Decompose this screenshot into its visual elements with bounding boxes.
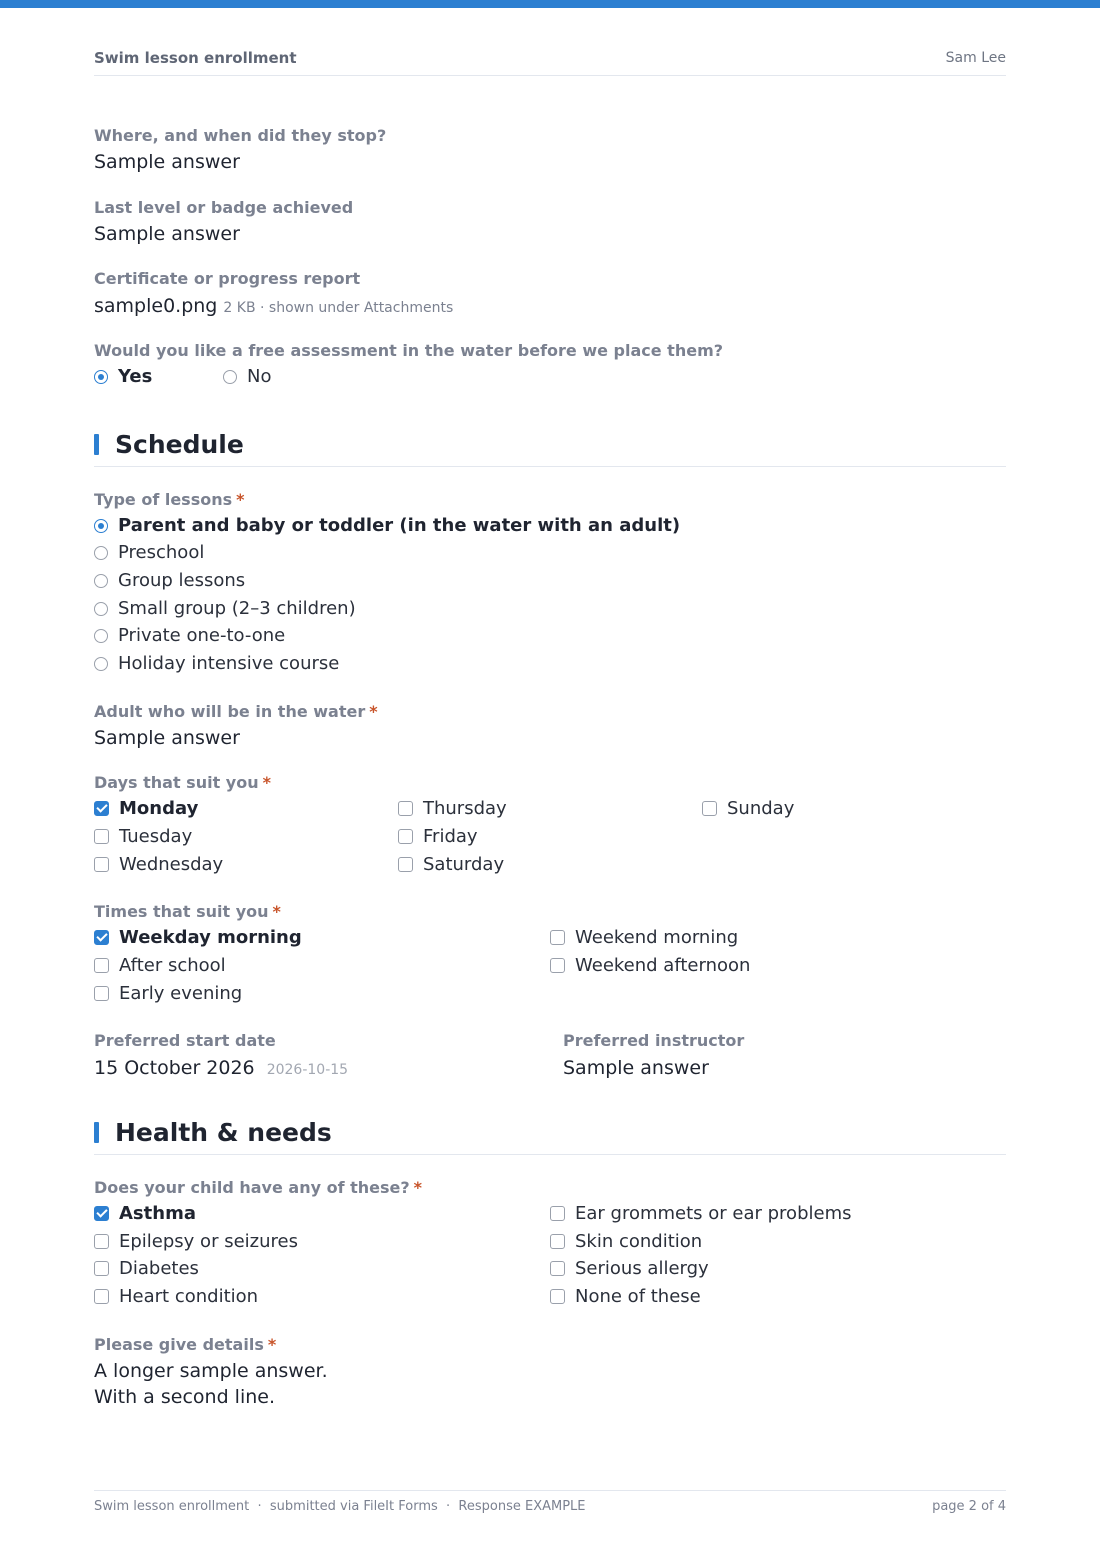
days-label: Days that suit you * xyxy=(94,773,271,792)
assessment-option-no[interactable]: No xyxy=(223,366,271,388)
certificate-file-name[interactable]: sample0.png xyxy=(94,295,218,317)
checkbox-unchecked-icon xyxy=(398,801,413,816)
checkbox-checked-icon xyxy=(94,930,109,945)
start-date-label: Preferred start date xyxy=(94,1031,276,1050)
radio-unselected-icon xyxy=(94,574,108,588)
day-saturday[interactable]: Saturday xyxy=(398,854,504,876)
checkbox-unchecked-icon xyxy=(94,958,109,973)
checkbox-unchecked-icon xyxy=(94,1289,109,1304)
time-after-school[interactable]: After school xyxy=(94,955,226,977)
lesson-option-parent-baby[interactable]: Parent and baby or toddler (in the water with an adult) xyxy=(94,515,680,537)
certificate-file xyxy=(94,295,453,317)
condition-epilepsy[interactable]: Epilepsy or seizures xyxy=(94,1231,298,1253)
page-footer xyxy=(94,1490,1006,1514)
details-label: Please give details * xyxy=(94,1335,277,1354)
checkbox-unchecked-icon xyxy=(550,1261,565,1276)
condition-none[interactable]: None of these xyxy=(550,1286,701,1308)
form-title: Swim lesson enrollment xyxy=(94,49,297,67)
checkbox-unchecked-icon xyxy=(550,1234,565,1249)
checkbox-unchecked-icon xyxy=(94,1261,109,1276)
condition-allergy[interactable]: Serious allergy xyxy=(550,1258,709,1280)
start-date-iso: 2026-10-15 xyxy=(266,1062,349,1078)
day-thursday[interactable]: Thursday xyxy=(398,798,507,820)
adult-label: Adult who will be in the water * xyxy=(94,702,378,721)
assessment-label: Would you like a free assessment in the water before we place them? xyxy=(94,341,724,360)
condition-diabetes[interactable]: Diabetes xyxy=(94,1258,199,1280)
details-line-1: A longer sample answer. xyxy=(94,1360,328,1382)
lesson-option-holiday[interactable]: Holiday intensive course xyxy=(94,653,339,675)
instructor-answer: Sample answer xyxy=(563,1057,709,1079)
checkbox-unchecked-icon xyxy=(398,829,413,844)
section-accent-bar xyxy=(94,1122,99,1143)
times-label: Times that suit you * xyxy=(94,902,281,921)
checkbox-unchecked-icon xyxy=(550,1206,565,1221)
lesson-option-group[interactable]: Group lessons xyxy=(94,570,245,592)
time-weekend-morning[interactable]: Weekend morning xyxy=(550,927,738,949)
lesson-option-small-group[interactable]: Small group (2–3 children) xyxy=(94,598,356,620)
checkbox-unchecked-icon xyxy=(94,986,109,1001)
time-early-evening[interactable]: Early evening xyxy=(94,983,242,1005)
condition-ear[interactable]: Ear grommets or ear problems xyxy=(550,1203,852,1225)
last-level-label: Last level or badge achieved xyxy=(94,198,354,217)
time-weekend-afternoon[interactable]: Weekend afternoon xyxy=(550,955,750,977)
checkbox-unchecked-icon xyxy=(398,857,413,872)
required-marker: * xyxy=(262,773,271,792)
radio-selected-icon xyxy=(94,519,108,533)
conditions-label: Does your child have any of these? * xyxy=(94,1178,423,1197)
top-accent-bar xyxy=(0,0,1100,8)
required-marker: * xyxy=(272,902,281,921)
section-title: Health & needs xyxy=(115,1118,332,1147)
stopped-answer: Sample answer xyxy=(94,151,240,173)
checkbox-unchecked-icon xyxy=(702,801,717,816)
certificate-file-meta: 2 KB · shown under Attachments xyxy=(223,300,454,316)
section-schedule xyxy=(94,430,1006,467)
section-health xyxy=(94,1118,1006,1155)
required-marker: * xyxy=(413,1178,423,1197)
details-line-2: With a second line. xyxy=(94,1386,275,1408)
day-sunday[interactable]: Sunday xyxy=(702,798,794,820)
radio-unselected-icon xyxy=(94,602,108,616)
start-date-value: 15 October 2026 2026-10-15 xyxy=(94,1057,349,1079)
adult-answer: Sample answer xyxy=(94,727,240,749)
section-accent-bar xyxy=(94,434,99,455)
footer-info: Swim lesson enrollment · submitted via FileIt Forms · Response EXAMPLE xyxy=(94,1499,586,1514)
condition-heart[interactable]: Heart condition xyxy=(94,1286,258,1308)
day-friday[interactable]: Friday xyxy=(398,826,478,848)
stopped-label: Where, and when did they stop? xyxy=(94,126,387,145)
checkbox-unchecked-icon xyxy=(94,857,109,872)
day-wednesday[interactable]: Wednesday xyxy=(94,854,223,876)
checkbox-unchecked-icon xyxy=(94,829,109,844)
last-level-answer: Sample answer xyxy=(94,223,240,245)
section-title: Schedule xyxy=(115,430,244,459)
radio-unselected-icon xyxy=(94,657,108,671)
certificate-label: Certificate or progress report xyxy=(94,269,361,288)
radio-unselected-icon xyxy=(223,370,237,384)
day-monday[interactable]: Monday xyxy=(94,798,198,820)
page-number: page 2 of 4 xyxy=(932,1499,1006,1514)
condition-asthma[interactable]: Asthma xyxy=(94,1203,196,1225)
lesson-option-preschool[interactable]: Preschool xyxy=(94,542,204,564)
checkbox-unchecked-icon xyxy=(550,1289,565,1304)
lesson-type-label: Type of lessons * xyxy=(94,490,245,509)
assessment-option-yes[interactable]: Yes xyxy=(94,366,152,388)
required-marker: * xyxy=(236,490,245,509)
checkbox-checked-icon xyxy=(94,801,109,816)
instructor-label: Preferred instructor xyxy=(563,1031,745,1050)
radio-unselected-icon xyxy=(94,629,108,643)
checkbox-checked-icon xyxy=(94,1206,109,1221)
required-marker: * xyxy=(267,1335,277,1354)
day-tuesday[interactable]: Tuesday xyxy=(94,826,192,848)
user-name: Sam Lee xyxy=(945,50,1006,66)
lesson-option-private[interactable]: Private one-to-one xyxy=(94,625,285,647)
condition-skin[interactable]: Skin condition xyxy=(550,1231,702,1253)
checkbox-unchecked-icon xyxy=(550,930,565,945)
radio-unselected-icon xyxy=(94,546,108,560)
radio-selected-icon xyxy=(94,370,108,384)
page-header xyxy=(94,49,1006,76)
checkbox-unchecked-icon xyxy=(550,958,565,973)
checkbox-unchecked-icon xyxy=(94,1234,109,1249)
time-weekday-morning[interactable]: Weekday morning xyxy=(94,927,302,949)
required-marker: * xyxy=(369,702,378,721)
